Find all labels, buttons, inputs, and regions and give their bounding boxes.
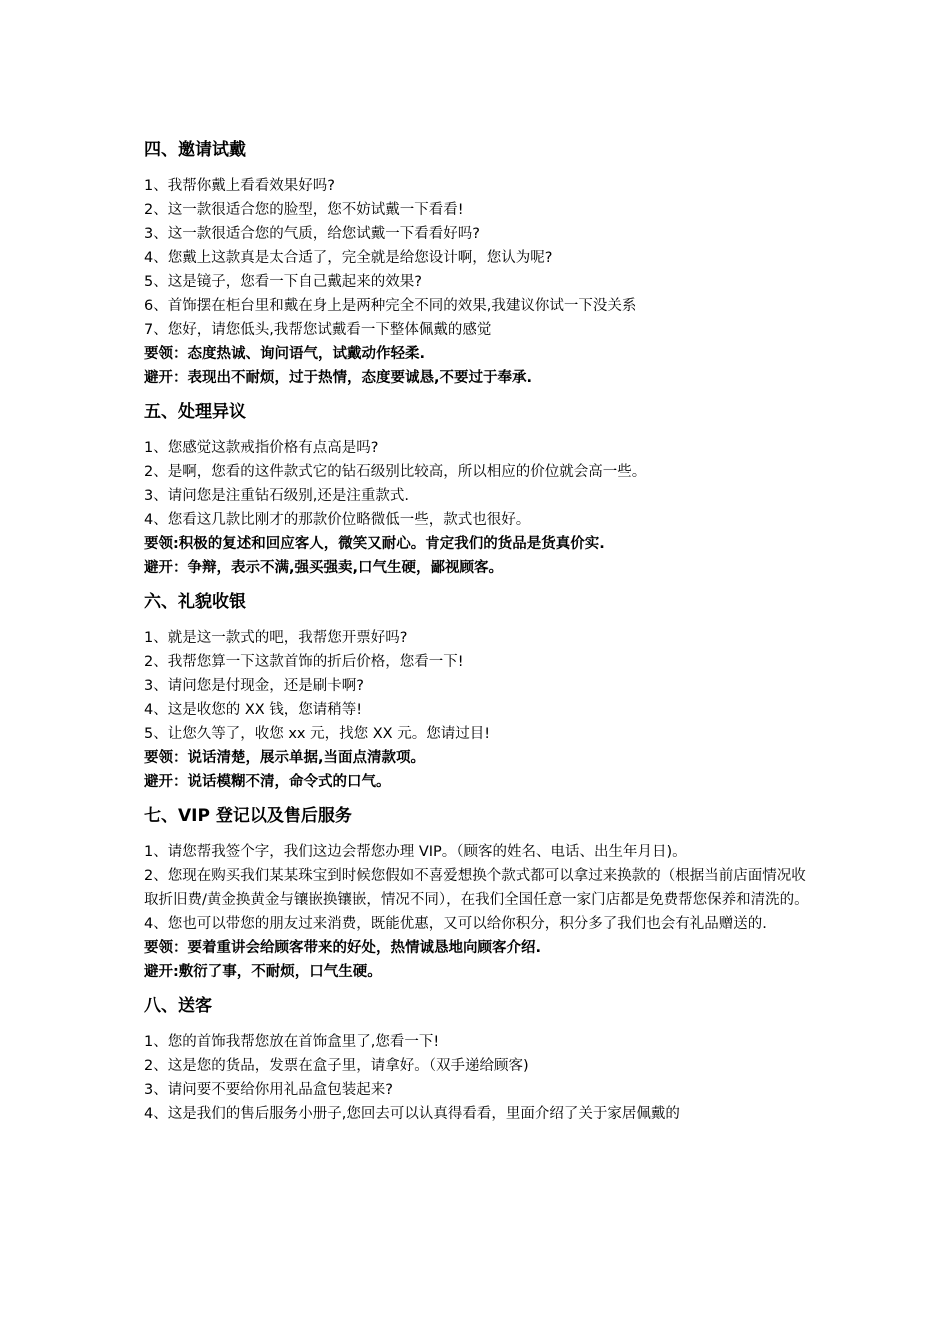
list-item: 3、请问您是注重钻石级别,还是注重款式. [144, 488, 409, 504]
section-title: 七、VIP 登记以及售后服务 [144, 806, 352, 826]
list-item: 6、首饰摆在柜台里和戴在身上是两种完全不同的效果,我建议你试一下没关系 [144, 298, 637, 314]
list-item: 4、您戴上这款真是太合适了，完全就是给您设计啊，您认为呢? [144, 250, 553, 266]
key-points: 要领：要着重讲会给顾客带来的好处，热情诚恳地向顾客介绍. [144, 940, 542, 956]
section-title: 六、礼貌收银 [144, 592, 246, 612]
section-title: 五、处理异议 [144, 402, 246, 422]
list-item: 1、我帮你戴上看看效果好吗? [144, 178, 335, 194]
list-item: 4、这是我们的售后服务小册子,您回去可以认真得看看，里面介绍了关于家居佩戴的 [144, 1106, 680, 1122]
section-see-off [144, 994, 814, 1126]
section-title: 四、邀请试戴 [144, 140, 246, 160]
list-item: 2、这是您的货品，发票在盒子里，请拿好。（双手递给顾客) [144, 1058, 529, 1074]
list-item: 2、您现在购买我们某某珠宝到时候您假如不喜爱想换个款式都可以拿过来换款的（根据当前店面情况收取折旧费/黄金换黄金与镶嵌换镶嵌，情况不同），在我们全国任意一家门店都是免费帮您保养和清洗的。 [144, 868, 809, 908]
list-item: 5、让您久等了，收您 xx 元，找您 XX 元。您请过目! [144, 726, 491, 742]
list-item: 2、这一款很适合您的脸型，您不妨试戴一下看看! [144, 202, 464, 218]
section-handle-objections [144, 400, 814, 580]
list-item: 3、这一款很适合您的气质，给您试戴一下看看好吗? [144, 226, 480, 242]
key-points: 要领：态度热诚、询问语气，试戴动作轻柔. [144, 346, 426, 362]
list-item: 2、我帮您算一下这款首饰的折后价格，您看一下! [144, 654, 464, 670]
list-item: 3、请问您是付现金，还是刷卡啊? [144, 678, 364, 694]
list-item: 1、请您帮我签个字，我们这边会帮您办理 VIP。（顾客的姓名、电话、出生年月日)。 [144, 844, 687, 860]
list-item: 4、您也可以带您的朋友过来消费，既能优惠，又可以给你积分，积分多了我们也会有礼品赠送的. [144, 916, 767, 932]
list-item: 2、是啊，您看的这件款式它的钻石级别比较高，所以相应的价位就会高一些。 [144, 464, 647, 480]
list-item: 4、您看这几款比刚才的那款价位略微低一些，款式也很好。 [144, 512, 531, 528]
document-page [144, 138, 814, 1136]
list-item: 3、请问要不要给你用礼品盒包装起来? [144, 1082, 393, 1098]
section-polite-checkout [144, 590, 814, 794]
avoid-points: 避开：表现出不耐烦，过于热情，态度要诚恳,不要过于奉承. [144, 370, 533, 386]
avoid-points: 避开:敷衍了事，不耐烦，口气生硬。 [144, 964, 382, 980]
list-item: 1、您感觉这款戒指价格有点高是吗? [144, 440, 379, 456]
key-points: 要领:积极的复述和回应客人，微笑又耐心。肯定我们的货品是货真价实. [144, 536, 605, 552]
avoid-points: 避开：说话模糊不清，命令式的口气。 [144, 774, 391, 790]
avoid-points: 避开：争辩，表示不满,强买强卖,口气生硬，鄙视顾客。 [144, 560, 504, 576]
section-vip-after-sales [144, 804, 814, 984]
key-points: 要领：说话清楚，展示单据,当面点清款项。 [144, 750, 426, 766]
list-item: 1、您的首饰我帮您放在首饰盒里了,您看一下! [144, 1034, 440, 1050]
list-item: 7、您好，请您低头,我帮您试戴看一下整体佩戴的感觉 [144, 322, 492, 338]
section-title: 八、送客 [144, 996, 212, 1016]
list-item: 1、就是这一款式的吧，我帮您开票好吗? [144, 630, 408, 646]
list-item: 4、这是收您的 XX 钱，您请稍等! [144, 702, 363, 718]
list-item: 5、这是镜子，您看一下自己戴起来的效果? [144, 274, 422, 290]
section-invite-try-on [144, 138, 814, 390]
